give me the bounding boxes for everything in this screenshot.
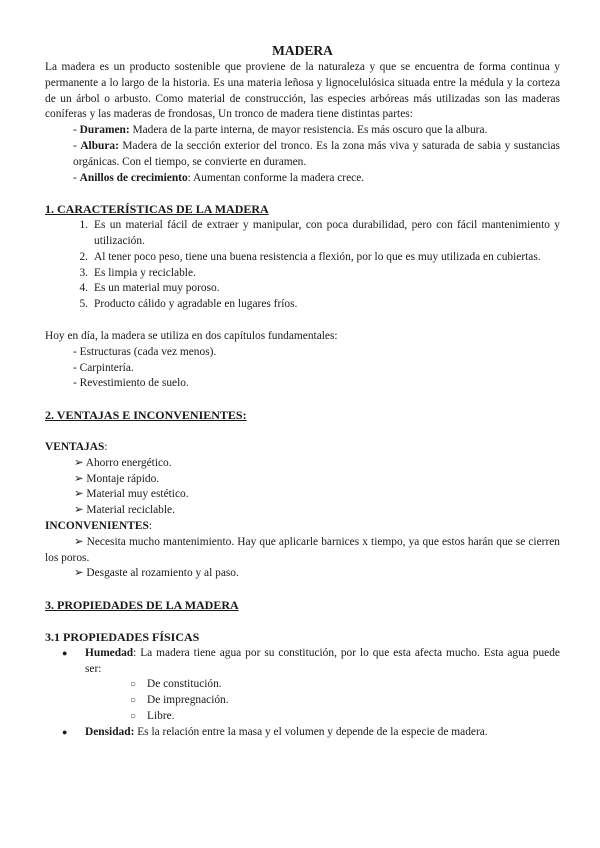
section2-heading: 2. VENTAJAS E INCONVENIENTES:: [45, 408, 247, 423]
list-item: 3. Es limpia y reciclable.: [79, 266, 196, 279]
list-item: 1. Es un material fácil de extraer y manipular, con poca durabilidad, pero con fácil mantenimiento y utilización.: [79, 219, 560, 247]
document-page: [45, 43, 560, 740]
ventaja-item: ➢ Montaje rápido.: [74, 472, 160, 485]
list-item: 4. Es un material muy poroso.: [79, 282, 220, 295]
part-text: : Aumentan conforme la madera crece.: [187, 171, 365, 184]
inconvenientes-heading: INCONVENIENTES:: [45, 519, 152, 532]
document-title: MADERA: [272, 43, 333, 58]
part-anillos: - Anillos de crecimiento: Aumentan conforme la madera crece.: [73, 171, 365, 184]
inconveniente-item: ➢ Necesita mucho mantenimiento. Hay que aplicarle barnices x tiempo, ya que estos harán que se cierren los poros.: [45, 535, 560, 564]
use-item: - Carpintería.: [73, 361, 134, 374]
ventajas-heading: VENTAJAS:: [45, 440, 108, 453]
sub-item: ○ De constitución.: [45, 677, 560, 693]
ventaja-item: ➢ Ahorro energético.: [74, 456, 172, 469]
section3-heading: 3. PROPIEDADES DE LA MADERA: [45, 598, 239, 613]
ventaja-item: ➢ Material reciclable.: [74, 504, 175, 517]
bullet-densidad: ● Densidad: Es la relación entre la masa y el volumen y depende de la especie de madera.: [45, 725, 560, 741]
bullet-icon: ●: [62, 647, 68, 658]
use-item: - Revestimiento de suelo.: [73, 377, 189, 390]
bullet-icon: ●: [62, 726, 68, 737]
ventaja-item: ➢ Material muy estético.: [74, 488, 189, 501]
sub-item: ○ Libre.: [45, 709, 560, 725]
list-item: 5. Producto cálido y agradable en lugares fríos.: [79, 298, 298, 311]
part-term: Duramen:: [79, 124, 130, 137]
part-albura: - Albura: Madera de la sección exterior del tronco. Es la zona más viva y saturada de sabia y sustancias orgánicas. Con el tiempo, se convierte en duramen.: [73, 139, 560, 168]
circle-bullet-icon: ○: [130, 679, 137, 691]
circle-bullet-icon: ○: [130, 695, 137, 707]
use-item: - Estructuras (cada vez menos).: [73, 345, 217, 358]
section3-1-heading: 3.1 PROPIEDADES FÍSICAS: [45, 629, 200, 644]
part-text: Madera de la sección exterior del tronco. Es la zona más viva y saturada de sabia y sustancias orgánicas. Con el tiempo, se convierte en duramen.: [73, 139, 560, 168]
list-item: 2. Al tener poco peso, tiene una buena resistencia a flexión, por lo que es muy utilizada en cubiertas.: [79, 250, 541, 263]
circle-bullet-icon: ○: [130, 710, 137, 722]
inconveniente-item: ➢ Desgaste al rozamiento y al paso.: [74, 567, 239, 580]
bullet-humedad: ● Humedad: La madera tiene agua por su constitución, por lo que esta afecta mucho. Esta agua puede ser:: [45, 646, 560, 678]
part-text: Madera de la parte interna, de mayor resistencia. Es más oscuro que la albura.: [129, 124, 488, 137]
part-term: Anillos de crecimiento: [79, 171, 188, 184]
part-term: Albura:: [80, 139, 119, 152]
sub-item: ○ De impregnación.: [45, 693, 560, 709]
part-duramen: - Duramen: Madera de la parte interna, de mayor resistencia. Es más oscuro que la albura.: [73, 124, 488, 137]
section1-heading: 1. CARACTERÍSTICAS DE LA MADERA: [45, 202, 269, 217]
uses-intro: Hoy en día, la madera se utiliza en dos capítulos fundamentales:: [45, 329, 338, 342]
intro-paragraph: La madera es un producto sostenible que proviene de la naturaleza y que se encuentra de forma continua y permanente a lo largo de la historia. Es una materia leñosa y lignocelulósica situada entre la médula y la corteza de un árbol o arbusto. Como material de construcción, las especies arbóreas más utilizadas son las maderas coníferas y las maderas de frondosas, Un tronco de madera tiene distintas partes:: [45, 61, 560, 121]
